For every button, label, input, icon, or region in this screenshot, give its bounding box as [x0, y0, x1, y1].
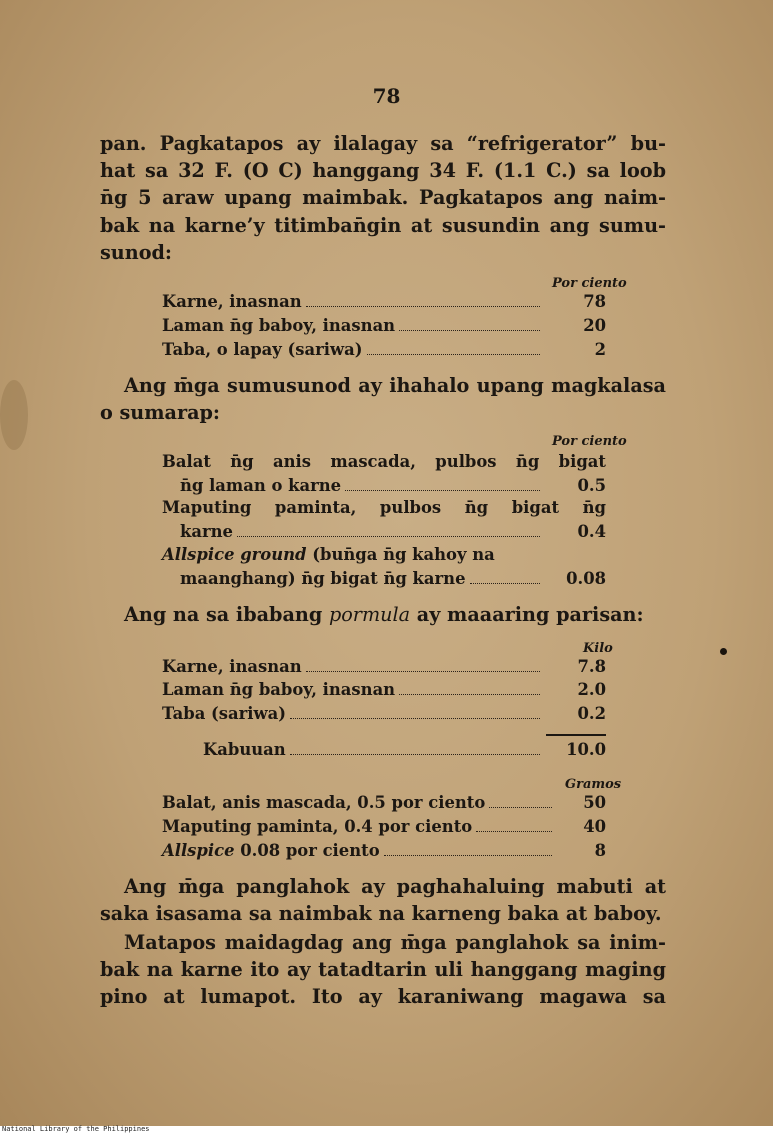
- table2-item-line: [162, 498, 606, 520]
- row-label: maanghang) n̄g bigat n̄g karne: [180, 569, 466, 588]
- mixing-paragraph: [100, 372, 666, 426]
- text-run: ay maaaring parisan:: [410, 603, 644, 626]
- dot-leader: [384, 854, 552, 856]
- table2-item-line: [180, 476, 606, 498]
- dot-leader: [290, 717, 540, 719]
- text-line: bak na karne ito ay tatadtarin uli hanggang maging: [100, 958, 666, 982]
- total-value: 10.0: [566, 740, 606, 759]
- dot-leader: [306, 670, 540, 672]
- text-line: saka isasama sa naimbak na karneng baka at baboy.: [100, 902, 662, 926]
- text-line: Ang m̄ga sumusunod ay ihahalo upang magkalasa: [124, 374, 666, 397]
- row-value: 20: [583, 316, 606, 335]
- row-value: 40: [583, 817, 606, 836]
- row-label: Laman n̄g baboy, inasnan: [162, 316, 396, 335]
- row-label: Taba, o lapay (sariwa): [162, 340, 363, 359]
- text-line: sunod:: [100, 240, 172, 264]
- intro-paragraph: [100, 130, 666, 266]
- text-line: bak na karne’y titimban̄gin at susundin ang sumu-: [100, 213, 666, 237]
- combine-paragraph: [100, 873, 666, 927]
- row-label-rest: (bun̄ga n̄g kahoy na: [306, 545, 495, 564]
- row-label: Maputing paminta, pulbos n̄g bigat n̄g: [162, 498, 606, 517]
- table2-item-line: [162, 452, 606, 474]
- dot-leader: [476, 830, 552, 832]
- dot-leader: [345, 489, 540, 491]
- formula-paragraph: [100, 601, 666, 628]
- row-value: 0.5: [577, 476, 606, 495]
- stain-mark: [0, 380, 28, 450]
- table3-row: [162, 680, 606, 702]
- text-run: Ang na sa ibabang: [124, 603, 329, 626]
- sum-rule-line: [546, 734, 606, 736]
- table2-item-line: [180, 522, 606, 544]
- row-label: n̄g laman o karne: [180, 476, 342, 495]
- text-line: pino at lumapot. Ito ay karaniwang magawa sa: [100, 985, 666, 1009]
- text-line: Matapos maidagdag ang m̄ga panglahok sa inim-: [124, 931, 666, 954]
- dot-leader: [399, 693, 540, 695]
- text-line: hat sa 32 F. (O C) hanggang 34 F. (1.1 C.) sa loob: [100, 159, 666, 183]
- table3-unit-header: Kilo: [583, 641, 613, 656]
- table3-row: [162, 704, 606, 726]
- row-label: Maputing paminta, 0.4 por ciento: [162, 817, 473, 836]
- row-label: Balat, anis mascada, 0.5 por ciento: [162, 793, 486, 812]
- library-credit: National Library of the Philippines: [2, 1125, 150, 1133]
- text-line: Ang m̄ga panglahok ay paghahaluing mabuti at: [124, 875, 666, 898]
- italic-term: Allspice: [162, 841, 235, 860]
- table1-row: [162, 316, 606, 338]
- row-value: 78: [583, 292, 606, 311]
- row-value: 8: [594, 841, 606, 860]
- table2-item-line: [162, 545, 606, 567]
- text-line: n̄g 5 araw upang maimbak. Pagkatapos ang naim-: [100, 186, 666, 210]
- table4-row: [162, 817, 606, 839]
- dot-leader: [290, 753, 540, 755]
- table3-row: [162, 657, 606, 679]
- text-line: o sumarap:: [100, 401, 221, 425]
- row-value: 50: [583, 793, 606, 812]
- row-value: 0.2: [577, 704, 606, 723]
- table1-unit-header: Por ciento: [552, 276, 627, 291]
- row-label: Balat n̄g anis mascada, pulbos n̄g bigat: [162, 452, 606, 471]
- dot-leader: [367, 353, 541, 355]
- row-label-rest: 0.08 por ciento: [234, 841, 380, 860]
- dot-leader: [489, 806, 552, 808]
- page-number: 78: [372, 84, 401, 108]
- dot-leader: [306, 305, 540, 307]
- italic-term: Allspice ground: [162, 545, 307, 564]
- table4-row: [162, 841, 606, 863]
- table4-unit-header: Gramos: [565, 777, 622, 792]
- total-label: Kabuuan: [203, 740, 286, 759]
- text-line: [100, 601, 666, 628]
- table1-row: [162, 340, 606, 362]
- text-line: pan. Pagkatapos ay ilalagay sa “refrigerator” bu-: [100, 132, 666, 155]
- row-value: 0.4: [577, 522, 606, 541]
- italic-term: pormula: [328, 603, 411, 626]
- dot-leader: [237, 535, 540, 537]
- row-label: [162, 841, 380, 860]
- dot-leader: [470, 582, 540, 584]
- dot-leader: [399, 329, 540, 331]
- row-value: 2.0: [577, 680, 606, 699]
- table1-row: [162, 292, 606, 314]
- row-value: 7.8: [577, 657, 606, 676]
- row-label: Taba (sariwa): [162, 704, 286, 723]
- row-label: Karne, inasnan: [162, 657, 302, 676]
- row-value: 0.08: [566, 569, 606, 588]
- row-label: Karne, inasnan: [162, 292, 302, 311]
- row-label: [162, 545, 606, 564]
- row-label: karne: [180, 522, 233, 541]
- table4-row: [162, 793, 606, 815]
- table2-unit-header: Por ciento: [552, 434, 627, 449]
- grinding-paragraph: [100, 929, 666, 1011]
- table2-item-line: [180, 569, 606, 591]
- row-value: 2: [594, 340, 606, 359]
- row-label: Laman n̄g baboy, inasnan: [162, 680, 396, 699]
- stain-mark: [720, 648, 727, 655]
- table3-total-row: [203, 740, 606, 762]
